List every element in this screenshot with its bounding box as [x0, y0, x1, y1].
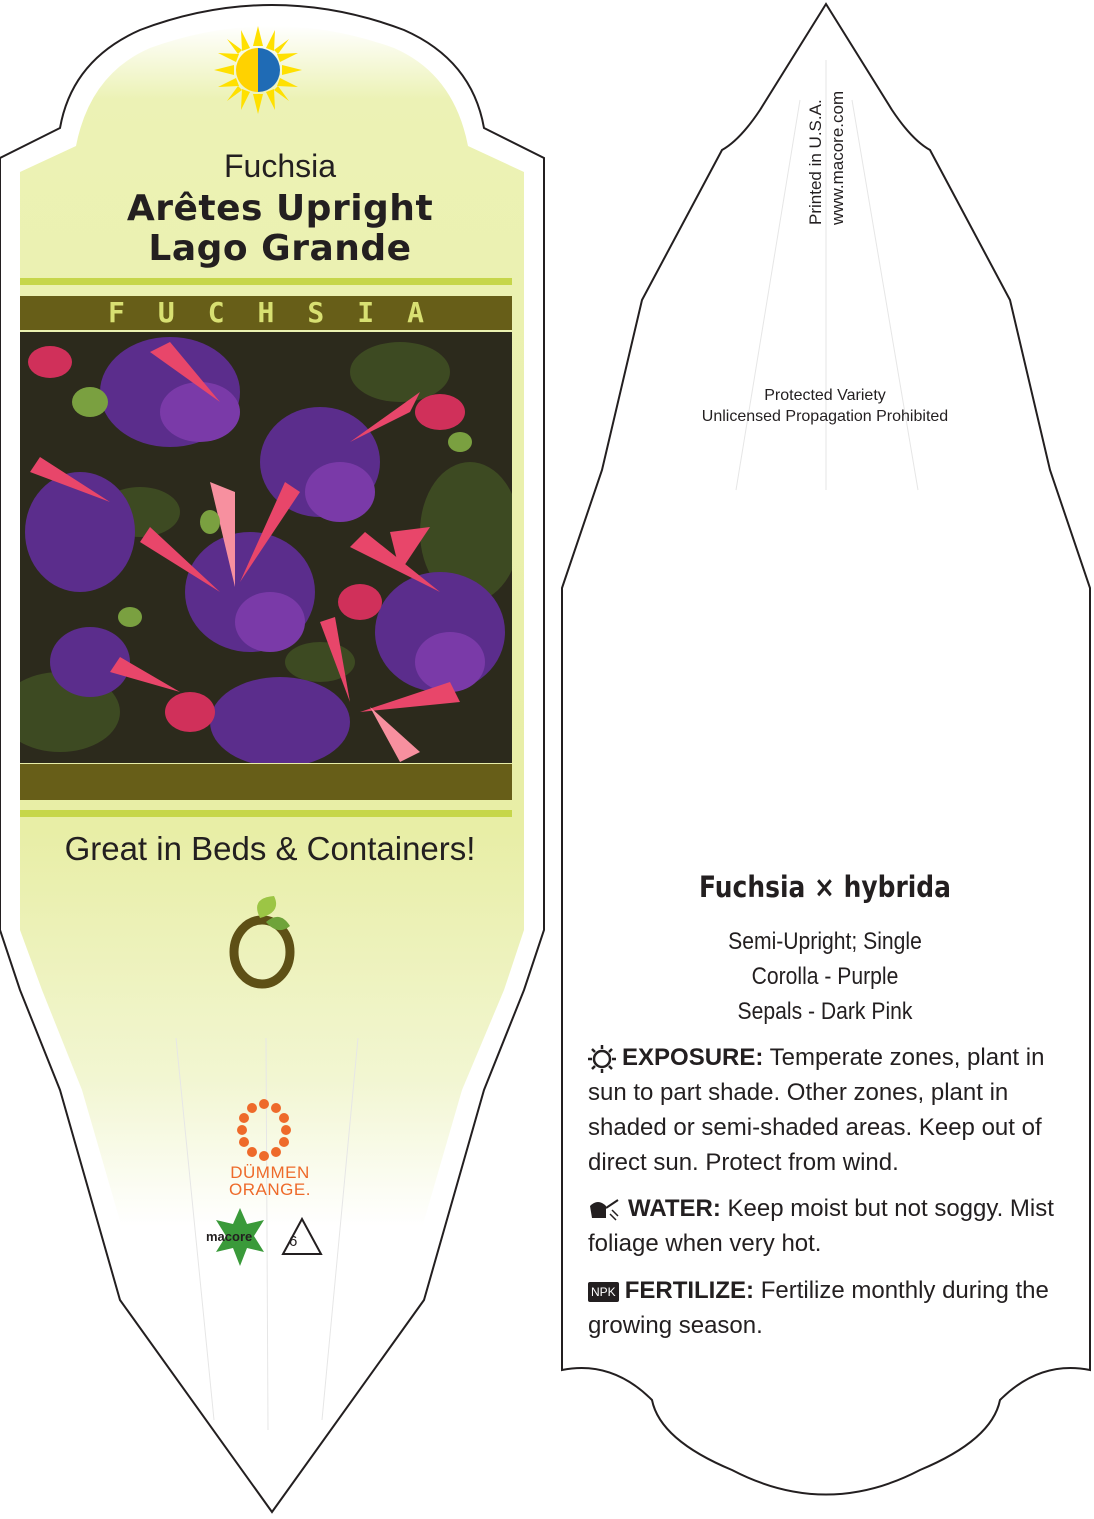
- care-label: EXPOSURE:: [622, 1044, 764, 1071]
- care-water: [588, 1191, 1068, 1261]
- category-band: FUCHSIA: [20, 296, 512, 330]
- sun-icon: [588, 1045, 616, 1073]
- npk-icon-text: NPK: [591, 1284, 616, 1299]
- variety-name-line2: Lago Grande: [148, 228, 412, 269]
- recycle-icon: [280, 1216, 324, 1258]
- habit-description: [671, 924, 979, 1029]
- care-label: WATER:: [628, 1195, 721, 1222]
- habit-line: Sepals - Dark Pink: [737, 998, 913, 1025]
- fuchsia-photo: [20, 332, 512, 763]
- watering-can-icon: [588, 1196, 622, 1224]
- recycle-code: 6: [289, 1233, 298, 1250]
- care-fertilize: [588, 1273, 1068, 1343]
- scientific-name: Fuchsia × hybrida: [699, 870, 951, 904]
- category-band-bottom: [20, 764, 512, 800]
- care-text: Keep moist but not soggy. Mist foliage when very hot.: [588, 1195, 1054, 1257]
- habit-line: Semi-Upright; Single: [728, 928, 922, 955]
- seedling-logo-icon: [226, 890, 306, 990]
- care-text: Temperate zones, plant in sun to part shade. Other zones, plant in shaded or semi-shaded areas. Keep out of direct sun. Protect from wind.: [588, 1044, 1045, 1176]
- genus-title: Fuchsia: [223, 148, 337, 184]
- habit-line: Corolla - Purple: [751, 963, 899, 990]
- protected-variety-notice: [660, 385, 990, 427]
- care-text: Fertilize monthly during the growing season.: [588, 1277, 1049, 1339]
- protected-line1: Protected Variety: [764, 387, 886, 404]
- dummen-orange-logo-icon: [232, 1098, 296, 1162]
- npk-icon: [588, 1282, 619, 1302]
- tagline: Great in Beds & Containers!: [64, 830, 476, 867]
- protected-line2: Unlicensed Propagation Prohibited: [701, 408, 949, 425]
- printed-info: [805, 91, 849, 225]
- sun-shade-icon: [214, 26, 302, 114]
- breeder-name-line1: DÜMMEN: [230, 1163, 310, 1182]
- breeder-name-line2: ORANGE.: [229, 1180, 311, 1199]
- care-label: FERTILIZE:: [624, 1277, 755, 1304]
- printed-line2: www.macore.com: [828, 90, 847, 225]
- printer-logo-text: macore: [206, 1229, 253, 1244]
- printed-line1: Printed in U.S.A.: [806, 99, 825, 225]
- variety-name-line1: Arêtes Upright: [126, 188, 434, 229]
- care-exposure: [588, 1040, 1068, 1180]
- breeder-name: [210, 1164, 330, 1198]
